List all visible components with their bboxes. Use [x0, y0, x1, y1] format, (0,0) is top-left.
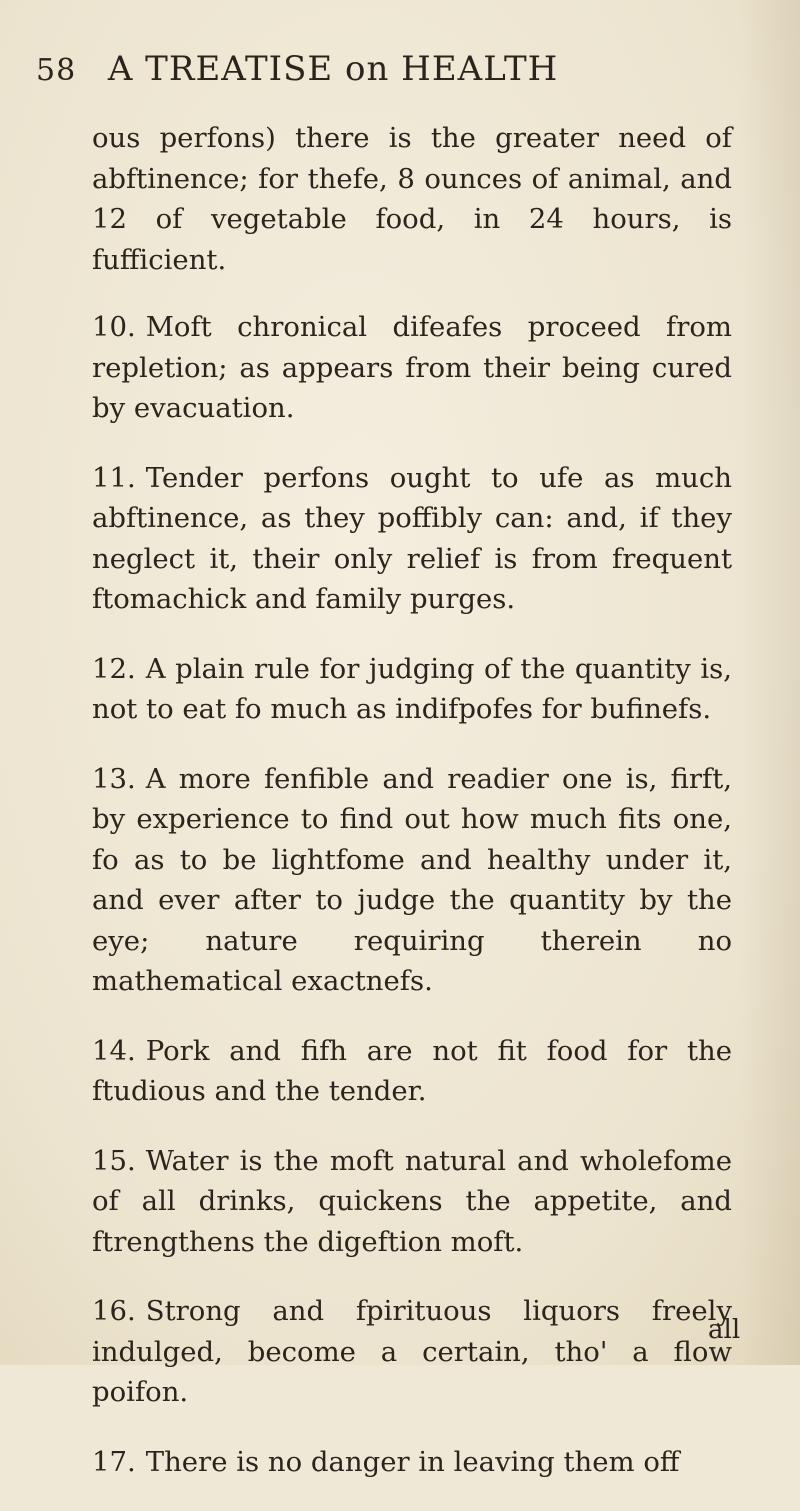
paragraph-11: [92, 458, 732, 620]
paragraph-text: Water is the moft natural and wholefome of all drinks, quickens the appetite, and ftrengthens the digeftion moft.: [92, 1144, 732, 1258]
running-head: [36, 44, 756, 94]
paragraph-13: [92, 759, 732, 1002]
paragraph-text: Strong and fpirituous liquors freely indulged, become a certain, tho' a flow poifon.: [92, 1295, 732, 1408]
paragraph-text: Tender perfons ought to ufe as much abftinence, as they poffibly can: and, if they neglect it, their only relief is from frequent ftomachick and family purges.: [92, 461, 732, 615]
paragraph-text: A more fenfible and readier one is, firft, by experience to find out how much fits one, fo as to be lightfome and healthy under it, and ever after to judge the quantity by the eye; nature requiring therein no mathematical exactnefs.: [92, 762, 732, 997]
paragraph-text: Pork and fifh are not fit food for the ftudious and the tender.: [92, 1034, 732, 1107]
page-number: 58: [36, 53, 77, 88]
paragraph-number: 14.: [92, 1034, 136, 1067]
paragraph-number: 11.: [92, 461, 136, 494]
body-text: [92, 118, 732, 1511]
paragraph-14: [92, 1031, 732, 1112]
running-title: A TREATISE on HEALTH: [107, 49, 559, 89]
paragraph-continued: [92, 118, 732, 280]
paragraph-number: 12.: [92, 652, 136, 685]
paragraph-text: Moft chronical difeafes proceed from repletion; as appears from their being cured by evacuation.: [92, 311, 732, 424]
paragraph-12: [92, 649, 732, 730]
paragraph-text: A plain rule for judging of the quantity is, not to eat fo much as indifpofes for bufinefs.: [92, 652, 732, 725]
paragraph-15: [92, 1141, 732, 1263]
paragraph-17: [92, 1442, 732, 1483]
paragraph-number: 13.: [92, 762, 136, 795]
paragraph-text: ous perfons) there is the greater need of abftinence; for thefe, 8 ounces of animal, and 12 of vegetable food, in 24 hours, is fufficient.: [92, 122, 732, 276]
paragraph-number: 17.: [92, 1445, 136, 1478]
paragraph-number: 16.: [92, 1295, 136, 1327]
paragraph-16: [92, 1291, 732, 1413]
paragraph-text: There is no danger in leaving them off: [145, 1445, 680, 1478]
paragraph-number: 10.: [92, 311, 136, 343]
catchword: all: [708, 1315, 741, 1345]
paragraph-10: [92, 307, 732, 429]
paragraph-number: 15.: [92, 1144, 136, 1177]
page-edge-shading: [740, 0, 800, 1365]
